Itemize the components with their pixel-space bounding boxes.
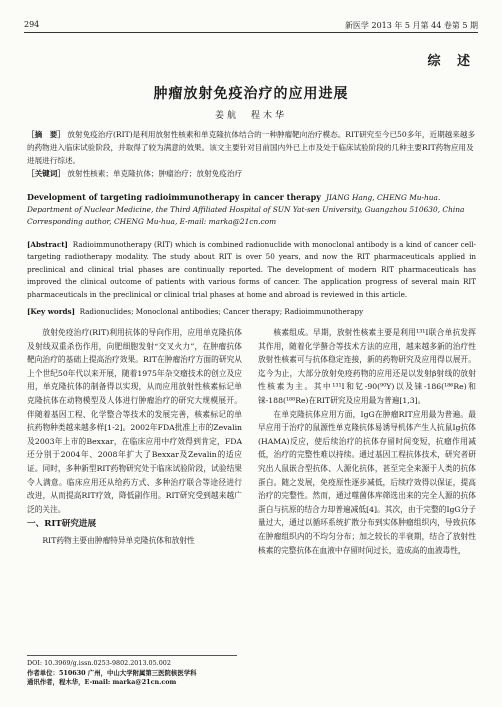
english-keywords-tag: [Key words] — [27, 307, 75, 316]
section-heading: 一、RIT研究进展 — [27, 519, 97, 530]
keywords-tag: ［关键词］ — [27, 169, 65, 178]
english-abstract — [27, 239, 476, 301]
english-title: Development of targeting radioimmunotherapy in cancer therapy — [27, 192, 321, 202]
body-paragraph: 核素组成。早期，放射性核素主要是利用¹³¹I联合单抗发挥其作用，随着化学螯合等技术方法的应用，越来越多新的治疗性放射性核素可与抗体稳定连接，新的药物研究及应用得以展开。迄今为止，大部分放射免疫药物的应用还是以发射β射线的放射性核素为主。其中¹³¹I和钇-90(⁹⁰Y)以及铼-186(¹⁸⁶Re)和铼-188(¹⁸⁸Re)在RIT研究及应用最为普遍[1,3]。 — [258, 328, 476, 405]
keywords-text: 放射性核素；单克隆抗体；肿瘤治疗；放射免疫治疗 — [67, 169, 243, 178]
english-title-block — [27, 191, 476, 228]
abstract-chinese — [27, 128, 476, 180]
body-paragraph: 放射免疫治疗(RIT)利用抗体的导向作用，应用单克隆抗体及射线双重杀伤作用，向肥细胞发射“交叉火力”，在肿瘤抗体靶向治疗的基础上提高治疗效果。RIT在肿瘤治疗方面的研究从上个世纪50年代以来开展，随着1975年杂交瘤技术的创立及应用，单克隆抗体的制备得以实现，从而应用放射性核素标记单克隆抗体在动物模型及人体进行肿瘤治疗的研究大规模展开。伴随着基因工程、化学整合等技术的发展完善，核素标记的单抗药物种类越来越多样[1-2]。2002年FDA批准上市的Zevalin及2003年上市的Bexxar，在临床应用中疗效得到肯定，FDA还分别于2004年、2008年扩大了Bexxar及Zevalin的适应证。同时，多种新型RIT药物研究处于临床试验阶段，试验结果令人满意。临床应用还从给药方式、多种治疗联合等途径进行改进，从而提高RIT疗效，降低副作用。RIT研究受到越来越广泛的关注。 — [27, 328, 242, 514]
english-keywords-text: Radionuclides; Monoclonal antibodies; Cancer therapy; Radioimmunotherapy — [79, 307, 364, 316]
abstract-text: 放射免疫治疗(RIT)是利用放射性核素和单克隆抗体结合的一种肿瘤靶向治疗模态。RIT研究至今已50多年，近期越来越多的药物进入临床试验阶段，并取得了较为满意的效果。该文主要针对目前国内外已上市及处于临床试验阶段的几种主要RIT药物应用及进展进行综述。 — [27, 130, 476, 165]
abstract-tag: ［摘 要］ — [27, 130, 65, 139]
body-column-right — [258, 326, 476, 557]
footnote — [27, 655, 237, 688]
section-tag: 综 述 — [427, 54, 476, 69]
footnote-doi: DOI: 10.3969/g.issn.0253-9802.2013.05.002 — [27, 659, 171, 667]
body-paragraph: 在单克隆抗体应用方面，IgG在肿瘤RIT应用最为普遍。最早应用于治疗的鼠源性单克隆抗体易诱导机体产生人抗鼠Ig抗体(HAMA)反应，使后续治疗的抗体存留时间变短，抗瘤作用减低，治疗的完整性难以持续。通过基因工程抗体技术，研究者研究出人鼠嵌合型抗体、人源化抗体，甚至完全来源于人类的抗体蛋白。随之发展，免疫原性逐步减低，后续疗效得以保证，提高治疗的完整性。然而，通过噬菌体库筛选出来的完全人源的抗体蛋白与抗原的结合力却普遍减低[4]。其次，由于完整的IgG分子量过大，通过以循环系统扩散分布到实体肿瘤组织内，导致抗体在肿瘤组织内的不均匀分布；加之较长的半衰期，结合了放射性核素的完整抗体在血液中存留时间过长，造成高的血液毒性， — [258, 409, 476, 555]
body-paragraph: RIT药物主要由肿瘤特异单克隆抗体和放射性 — [42, 535, 195, 545]
running-header — [24, 18, 478, 33]
article-authors: 姜航 程木华 — [214, 111, 287, 121]
english-keywords — [27, 306, 476, 318]
footnote-corresponding: 通讯作者，程木华，E-mail: marka@21cn.com — [27, 678, 177, 686]
page-number: 294 — [24, 20, 40, 29]
english-abstract-text: Radioimmunotherapy (RIT) which is combined radionuclide with monoclonal antibody is a kind of cancer cell-targeting radiotherapy modality. The study about RIT is over 50 years, and now the RIT pharmaceuticals applied in preclinical and clinical trial phases are continually reported. The development of modern RIT pharmaceuticals has improved the clinical outcome of patients with various forms of cancer. The application progress of several main RIT pharmaceuticals in the preclinical or clinical trial phases at home and abroad is reviewed in this article. — [27, 240, 476, 299]
footnote-affiliation: 作者单位：510630 广州，中山大学附属第三医院核医学科 — [27, 668, 197, 677]
corresponding-author: Corresponding author, CHENG Mu-hua, E-mail: marka@21cn.com — [27, 217, 277, 226]
english-authors-affiliation: JIANG Hang, CHENG Mu-hua. Department of Nuclear Medicine, the Third Affiliated Hospital of SUN Yat-sen University, Guangzhou 510630, China — [27, 193, 465, 214]
english-abstract-tag: [Abstract] — [27, 240, 68, 249]
article-title: 肿瘤放射免疫治疗的应用进展 — [153, 86, 349, 102]
body-column-left — [27, 326, 242, 548]
journal-citation: 新医学 2013 年 5 月第 44 卷第 5 期 — [344, 21, 478, 30]
